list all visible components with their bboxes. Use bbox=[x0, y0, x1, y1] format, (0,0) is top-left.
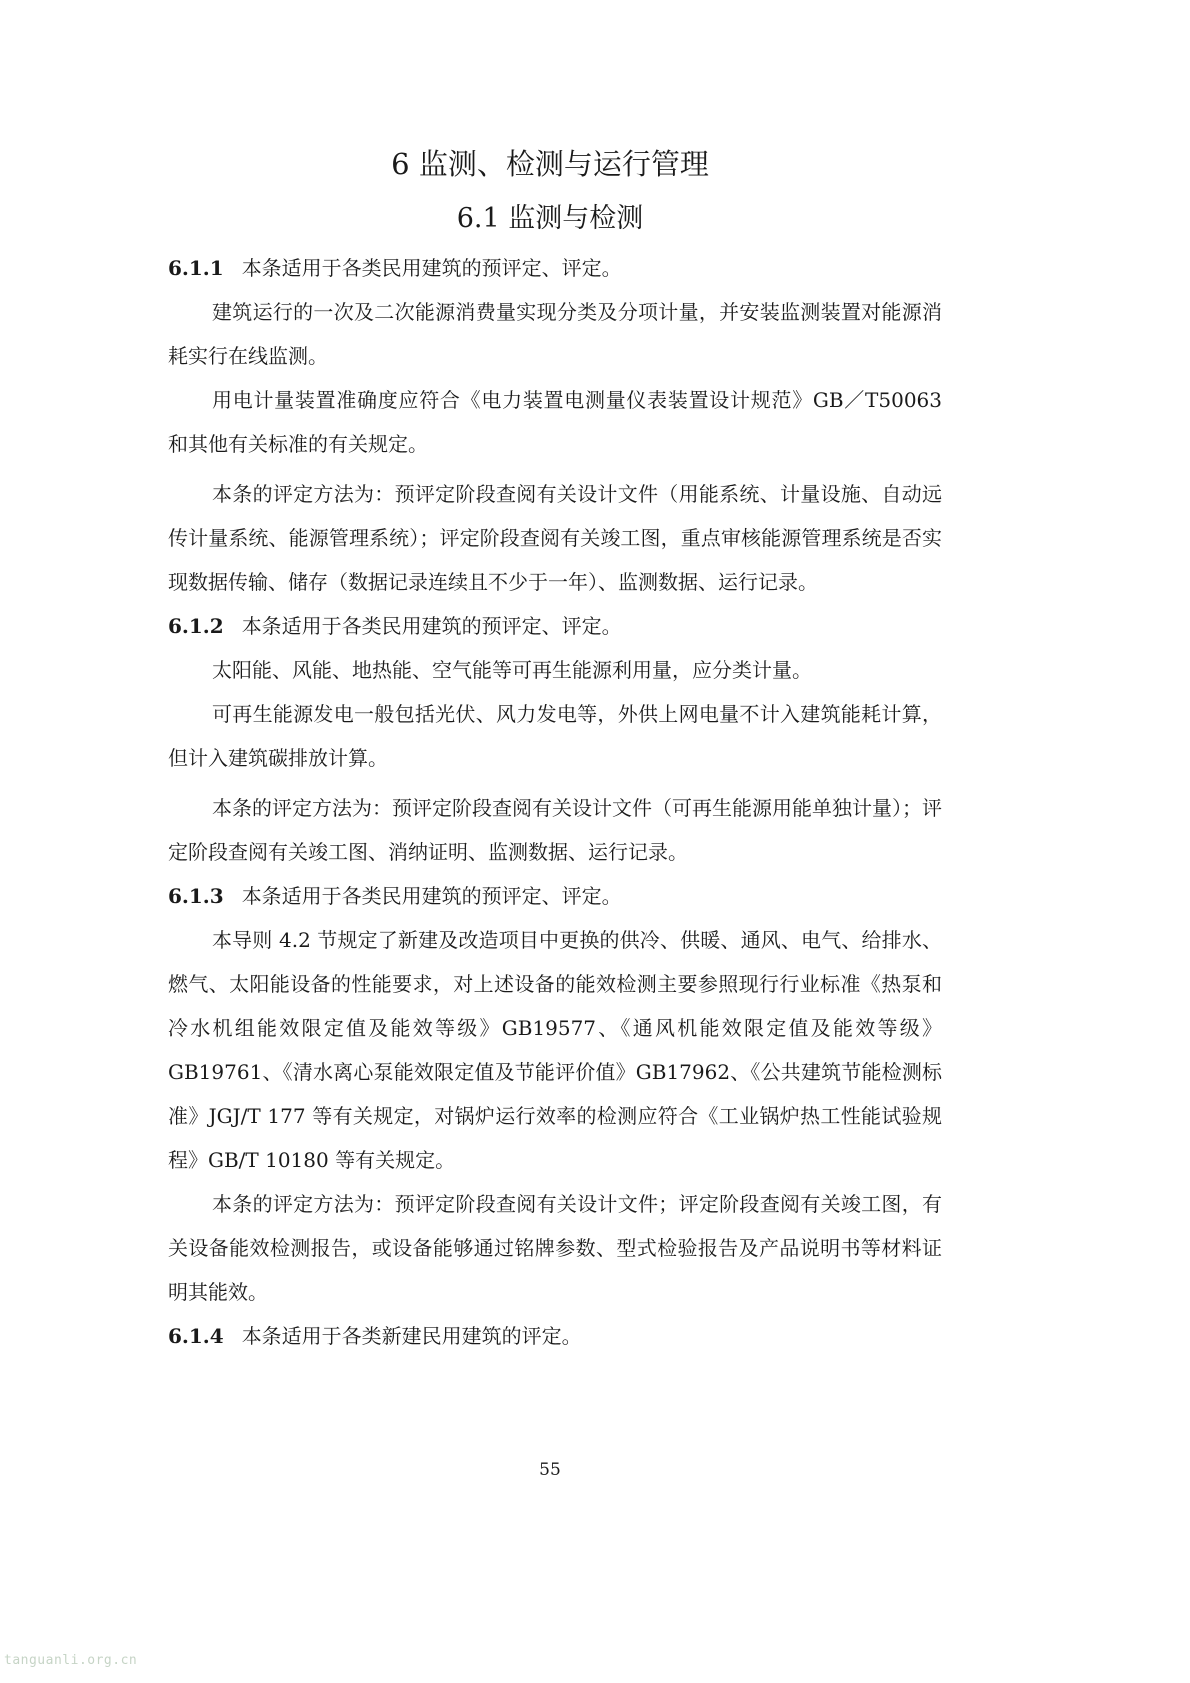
clause-number: 6.1.1 bbox=[168, 256, 224, 280]
paragraph: 太阳能、风能、地热能、空气能等可再生能源利用量，应分类计量。 bbox=[212, 658, 812, 682]
paragraph: 本条的评定方法为：预评定阶段查阅有关设计文件（可再生能源用能单独计量）；评定阶段查阅有关竣工图、消纳证明、监测数据、运行记录。 bbox=[168, 796, 942, 864]
clause-number: 6.1.3 bbox=[168, 884, 224, 908]
clause-number: 6.1.4 bbox=[168, 1324, 224, 1348]
document-body bbox=[168, 246, 942, 1358]
clause-number: 6.1.2 bbox=[168, 614, 224, 638]
clause-heading-text: 本条适用于各类民用建筑的预评定、评定。 bbox=[241, 614, 622, 638]
paragraph: 建筑运行的一次及二次能源消费量实现分类及分项计量，并安装监测装置对能源消耗实行在线监测。 bbox=[168, 300, 942, 368]
clause-heading-text: 本条适用于各类新建民用建筑的评定。 bbox=[241, 1324, 582, 1348]
paragraph: 本导则 4.2 节规定了新建及改造项目中更换的供冷、供暖、通风、电气、给排水、燃气、太阳能设备的性能要求，对上述设备的能效检测主要参照现行行业标准《热泵和冷水机组能效限定值及能效等级》GB19577、《通风机能效限定值及能效等级》GB19761、《清水离心泵能效限定值及节能评价值》GB17962、《公共建筑节能检测标准》JGJ/T 177 等有关规定，对锅炉运行效率的检测应符合《工业锅炉热工性能试验规程》GB/T 10180 等有关规定。 bbox=[168, 928, 942, 1172]
chapter-title: 6 监测、检测与运行管理 bbox=[391, 147, 709, 181]
clause-6-1-4-heading bbox=[168, 1314, 942, 1358]
section-title: 6.1 监测与检测 bbox=[456, 203, 644, 234]
clause-6-1-3-heading bbox=[168, 874, 942, 918]
paragraph: 用电计量装置准确度应符合《电力装置电测量仪表装置设计规范》GB／T50063 和其他有关标准的有关规定。 bbox=[168, 388, 942, 456]
clause-heading-text: 本条适用于各类民用建筑的预评定、评定。 bbox=[241, 884, 622, 908]
clause-heading-text: 本条适用于各类民用建筑的预评定、评定。 bbox=[241, 256, 622, 280]
paragraph: 可再生能源发电一般包括光伏、风力发电等，外供上网电量不计入建筑能耗计算，但计入建筑碳排放计算。 bbox=[168, 702, 942, 770]
paragraph: 本条的评定方法为：预评定阶段查阅有关设计文件（用能系统、计量设施、自动远传计量系统、能源管理系统）；评定阶段查阅有关竣工图，重点审核能源管理系统是否实现数据传输、储存（数据记录连续且不少于一年）、监测数据、运行记录。 bbox=[168, 482, 942, 594]
page-number: 55 bbox=[539, 1460, 561, 1480]
clause-6-1-1-heading bbox=[168, 246, 942, 290]
paragraph: 本条的评定方法为：预评定阶段查阅有关设计文件；评定阶段查阅有关竣工图，有关设备能效检测报告，或设备能够通过铭牌参数、型式检验报告及产品说明书等材料证明其能效。 bbox=[168, 1192, 942, 1304]
clause-6-1-2-heading bbox=[168, 604, 942, 648]
watermark-text: tanguanli.org.cn bbox=[4, 1653, 138, 1668]
